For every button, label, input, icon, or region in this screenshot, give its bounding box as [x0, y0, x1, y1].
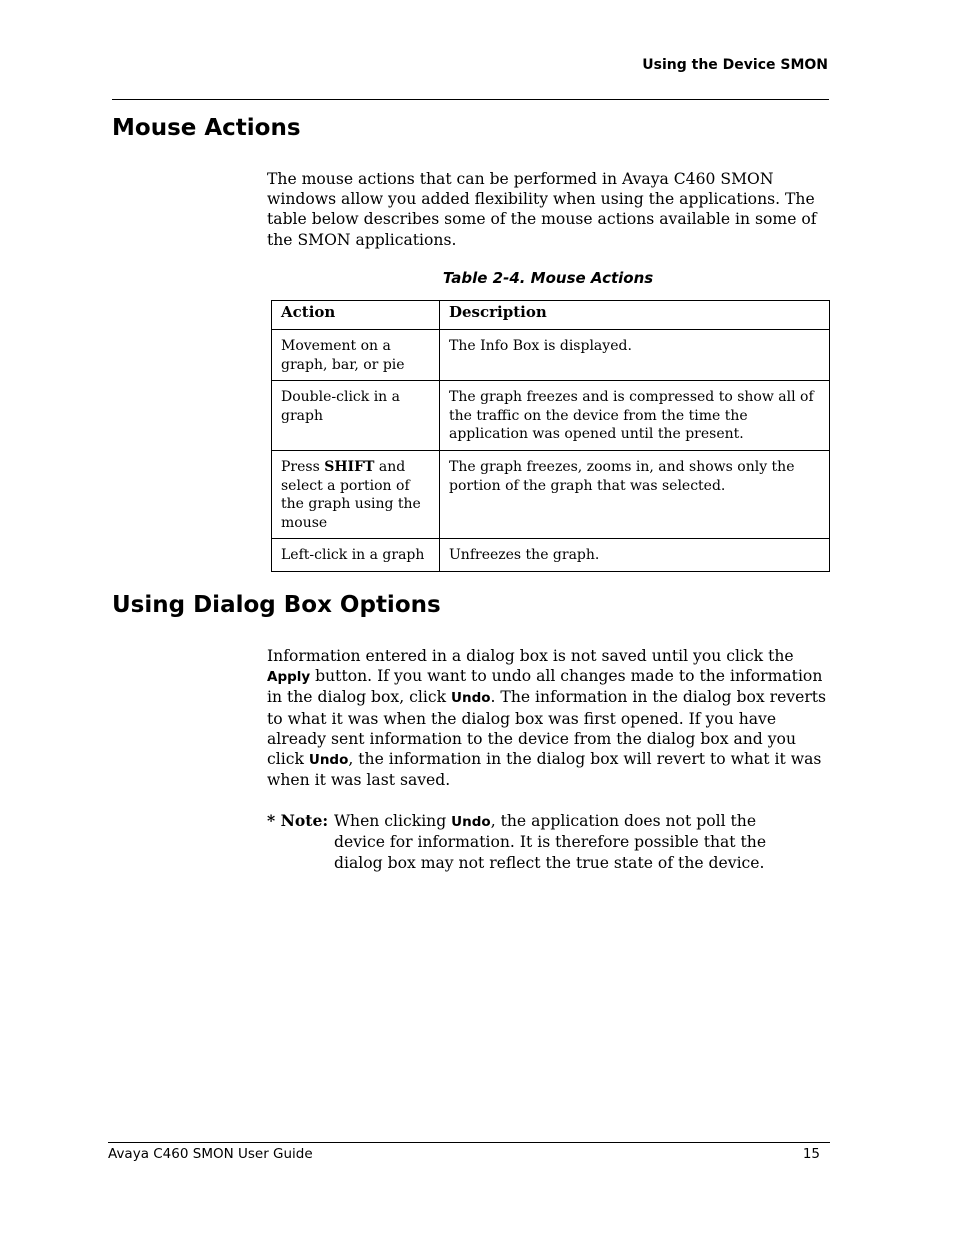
section-heading-mouse-actions: Mouse Actions — [112, 115, 301, 141]
action-cell — [272, 450, 440, 538]
note-label: * Note: — [267, 811, 329, 830]
shift-key-label: SHIFT — [324, 458, 375, 475]
column-header-description: Description — [440, 301, 830, 330]
column-header-action: Action — [272, 301, 440, 330]
header-rule — [112, 99, 829, 100]
note-block — [267, 811, 807, 872]
undo-button-label: Undo — [451, 690, 491, 707]
paragraph-text: , the information in the dialog box will revert to what it was when it was last saved. — [267, 750, 822, 790]
action-text: Press — [281, 458, 325, 475]
page-number: 15 — [802, 1146, 820, 1162]
table-row — [272, 330, 830, 381]
section-heading-dialog-box-options: Using Dialog Box Options — [112, 592, 441, 618]
paragraph-text: Information entered in a dialog box is not saved until you click the — [267, 647, 794, 665]
table-row — [272, 381, 830, 451]
paragraph-text: button. If you want to undo all changes made to the information in the dialog box, click — [267, 667, 823, 707]
table-caption: Table 2-4. Mouse Actions — [442, 269, 654, 287]
mouse-actions-table — [271, 300, 830, 572]
running-header: Using the Device SMON — [642, 57, 828, 73]
note-body — [334, 811, 804, 873]
action-cell: Movement on a graph, bar, or pie — [272, 330, 440, 381]
footer-rule — [108, 1142, 830, 1143]
action-cell: Double-click in a graph — [272, 381, 440, 451]
description-cell: The graph freezes, zooms in, and shows only the portion of the graph that was selected. — [440, 450, 830, 538]
note-text: When clicking — [334, 812, 452, 830]
table-header-row — [272, 301, 830, 330]
footer-guide-title: Avaya C460 SMON User Guide — [108, 1146, 313, 1162]
description-cell: Unfreezes the graph. — [440, 539, 830, 572]
undo-button-label: Undo — [308, 752, 349, 769]
apply-button-label: Apply — [267, 669, 311, 686]
mouse-actions-paragraph: The mouse actions that can be performed in Avaya C460 SMON windows allow you added flexibility when using the applications. The table below describes some of the mouse actions available in some of the SMON applications. — [267, 170, 817, 249]
table-row — [272, 539, 830, 572]
action-text: and select a portion of the graph using the mouse — [281, 458, 421, 531]
paragraph-text: . The information in the dialog box reverts to what it was when the dialog box was first opened. If you have already sent information to the device from the dialog box and you click — [267, 688, 827, 769]
description-cell: The graph freezes and is compressed to show all of the traffic on the device from the time the application was opened until the present. — [440, 381, 830, 451]
undo-button-label: Undo — [451, 814, 491, 830]
note-text: , the application does not poll the device for information. It is therefore possible that the dialog box may not reflect the true state of the device. — [334, 812, 767, 872]
description-cell: The Info Box is displayed. — [440, 330, 830, 381]
dialog-options-paragraph — [267, 646, 829, 790]
action-cell: Left-click in a graph — [272, 539, 440, 572]
table-row — [272, 450, 830, 538]
